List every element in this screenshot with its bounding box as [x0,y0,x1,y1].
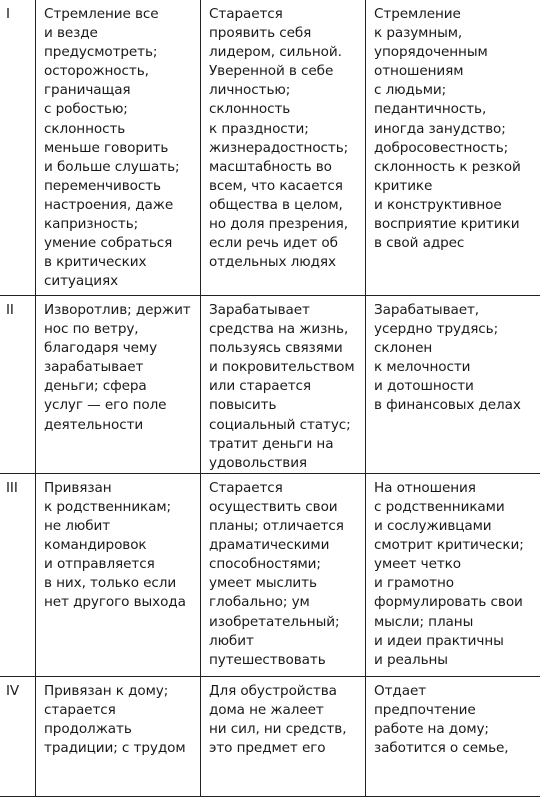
cell-text-line: продолжать [44,720,196,739]
cell-text-line: зарабатывает [44,358,196,377]
cell-text-line: критике [374,177,538,196]
cell-text-line: нос по ветру, [44,320,196,339]
cell-text-line: лидером, сильной. [209,43,361,62]
cell-text-line: и дотошности [374,377,538,396]
cell-text-line: благодаря чему [44,339,196,358]
cell-text-line: смотрит критически; [374,536,538,555]
cell-text-line: к разумным, [374,24,538,43]
cell-text-line: работе на дому; [374,720,538,739]
description-cell-2 [201,296,366,474]
cell-text-line: настроения, даже [44,196,196,215]
cell-text-line: заботится о семье, [374,739,538,758]
cell-text-line: проявить себя [209,24,361,43]
cell-text-line: и идеи практичны [374,632,538,651]
cell-text-line: отношениям [374,62,538,81]
cell-text-line: Стремление все [44,5,196,24]
table-row [0,676,540,796]
cell-text-line: склонность [44,120,196,139]
description-cell-2 [201,676,366,796]
cell-text-line: Зарабатывает [209,301,361,320]
cell-text-line: и отправляется [44,555,196,574]
cell-text-line: и сослуживцами [374,517,538,536]
row-number-cell: II [0,296,36,474]
cell-text-line: к мелочности [374,358,538,377]
cell-text-line: не любит [44,517,196,536]
cell-text-line: Отдает [374,682,538,701]
cell-text-line: деньги; сфера [44,377,196,396]
row-number-cell: I [0,0,36,296]
cell-text-line: склонность к резкой [374,158,538,177]
cell-text-line: капризность; [44,215,196,234]
cell-text-line: к праздности; [209,120,361,139]
cell-text-line: деятельности [44,416,196,435]
description-cell-1 [36,0,201,296]
cell-text-line: старается [44,701,196,720]
cell-text-line: пользуясь связями [209,339,361,358]
cell-text-line: и больше слушать; [44,158,196,177]
cell-text-line: Старается [209,479,361,498]
cell-text-line: усердно трудясь; [374,320,538,339]
cell-text-line: в критических [44,253,196,272]
cell-text-line: мысли; планы [374,613,538,632]
cell-text-line: глобально; ум [209,593,361,612]
row-number-cell: IV [0,676,36,796]
table-row [0,473,540,676]
cell-text-line: в свой адрес [374,234,538,253]
cell-text-line: способностями; [209,555,361,574]
cell-text-line: предусмотреть; [44,43,196,62]
cell-text-line: планы; отличается [209,517,361,536]
cell-text-line: дома не жалеет [209,701,361,720]
cell-text-line: умение собраться [44,234,196,253]
cell-text-line: общества в целом, [209,196,361,215]
cell-text-line: и грамотно [374,574,538,593]
cell-text-line: умеет четко [374,555,538,574]
description-cell-2 [201,0,366,296]
cell-text-line: с робостью; [44,100,196,119]
cell-text-line: с людьми; [374,81,538,100]
cell-text-line: и покровительством [209,358,361,377]
cell-text-line: осуществить свои [209,498,361,517]
cell-text-line: переменчивость [44,177,196,196]
description-cell-1 [36,296,201,474]
cell-text-line: изобретательный; [209,613,361,632]
description-cell-3 [366,0,540,296]
cell-text-line: восприятие критики [374,215,538,234]
description-cell-2 [201,473,366,676]
cell-text-line: добросовестность; [374,139,538,158]
cell-text-line: услуг — его поле [44,396,196,415]
cell-text-line: Привязан к дому; [44,682,196,701]
cell-text-line: отдельных людях [209,253,361,272]
cell-text-line: повысить [209,396,361,415]
cell-text-line: Уверенной в себе [209,62,361,81]
cell-text-line: или старается [209,377,361,396]
cell-text-line: нет другого выхода [44,593,196,612]
description-cell-3 [366,473,540,676]
cell-text-line: всем, что касается [209,177,361,196]
cell-text-line: Изворотлив; держит [44,301,196,320]
cell-text-line: и реальны [374,651,538,670]
cell-text-line: это предмет его [209,739,361,758]
description-cell-1 [36,473,201,676]
cell-text-line: Привязан [44,479,196,498]
cell-text-line: удовольствия [209,454,361,473]
description-cell-3 [366,676,540,796]
cell-text-line: Стремление [374,5,538,24]
cell-text-line: иногда занудство; [374,120,538,139]
cell-text-line: осторожность, [44,62,196,81]
cell-text-line: Старается [209,5,361,24]
cell-text-line: социальный статус; [209,416,361,435]
cell-text-line: ситуациях [44,272,196,291]
cell-text-line: командировок [44,536,196,555]
cell-text-line: к родственникам; [44,498,196,517]
cell-text-line: жизнерадостность; [209,139,361,158]
cell-text-line: средства на жизнь, [209,320,361,339]
cell-text-line: склонен [374,339,538,358]
table-row [0,296,540,474]
cell-text-line: любит [209,632,361,651]
cell-text-line: педантичность, [374,100,538,119]
description-cell-3 [366,296,540,474]
cell-text-line: склонность [209,100,361,119]
cell-text-line: и конструктивное [374,196,538,215]
cell-text-line: На отношения [374,479,538,498]
cell-text-line: масштабность во [209,158,361,177]
table-row [0,0,540,296]
cell-text-line: с родственниками [374,498,538,517]
description-cell-1 [36,676,201,796]
row-number-cell: III [0,473,36,676]
cell-text-line: граничащая [44,81,196,100]
cell-text-line: в финансовых делах [374,396,538,415]
cell-text-line: умеет мыслить [209,574,361,593]
cell-text-line: Зарабатывает, [374,301,538,320]
cell-text-line: упорядоченным [374,43,538,62]
cell-text-line: формулировать свои [374,593,538,612]
cell-text-line: но доля презрения, [209,215,361,234]
cell-text-line: личностью; [209,81,361,100]
cell-text-line: тратит деньги на [209,435,361,454]
cell-text-line: предпочтение [374,701,538,720]
cell-text-line: Для обустройства [209,682,361,701]
cell-text-line: традиции; с трудом [44,739,196,758]
cell-text-line: ни сил, ни средств, [209,720,361,739]
cell-text-line: драматическими [209,536,361,555]
cell-text-line: если речь идет об [209,234,361,253]
cell-text-line: в них, только если [44,574,196,593]
cell-text-line: меньше говорить [44,139,196,158]
cell-text-line: путешествовать [209,651,361,670]
cell-text-line: и везде [44,24,196,43]
